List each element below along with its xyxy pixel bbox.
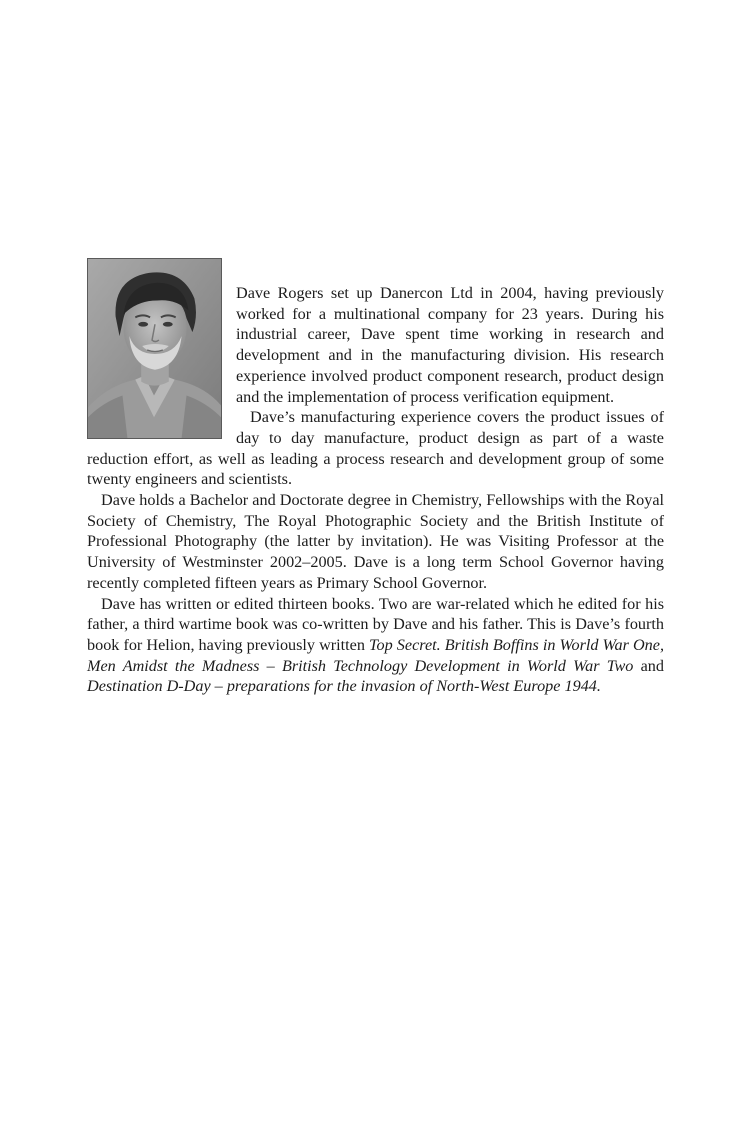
book-title-2: Destination D-Day – preparations for the invasion of North-West Europe 1944. xyxy=(87,677,601,696)
bio-paragraph-2-text: Dave’s manufacturing experience covers the product issues of day to day manufacture, product design as part of a waste reduction effort, as well as leading a process research and development group of some twenty engineers and scientists. xyxy=(87,408,664,489)
author-portrait xyxy=(87,258,222,439)
bio-paragraph-4 xyxy=(87,594,664,698)
author-bio xyxy=(87,258,664,697)
bio-paragraph-4-joiner: and xyxy=(633,656,664,675)
author-portrait-image xyxy=(88,259,221,438)
bio-paragraph-4-text: Dave has written or edited thirteen books. Two are war-related which he edited for his father, a third wartime book was co-written by Dave and his father. This is Dave’s fourth book for Helion, having previously written xyxy=(87,594,664,654)
bio-paragraph-3: Dave holds a Bachelor and Doctorate degree in Chemistry, Fellowships with the Royal Society of Chemistry, The Royal Photographic Society and the British Institute of Professional Photography (the latter by invitation). He was Visiting Professor at the University of Westminster 2002–2005. Dave is a long term School Governor having recently completed fifteen years as Primary School Governor. xyxy=(87,491,664,592)
book-title-1: Top Secret. British Boffins in World War One, Men Amidst the Madness – British Technology Development in World War Two xyxy=(87,635,664,675)
bio-paragraph-1: Dave Rogers set up Danercon Ltd in 2004, having previously worked for a multinational company for 23 years. During his industrial career, Dave spent time working in research and development and in the manufacturing division. His research experience involved product component research, product design and the implementation of process verification equipment. xyxy=(236,284,664,406)
